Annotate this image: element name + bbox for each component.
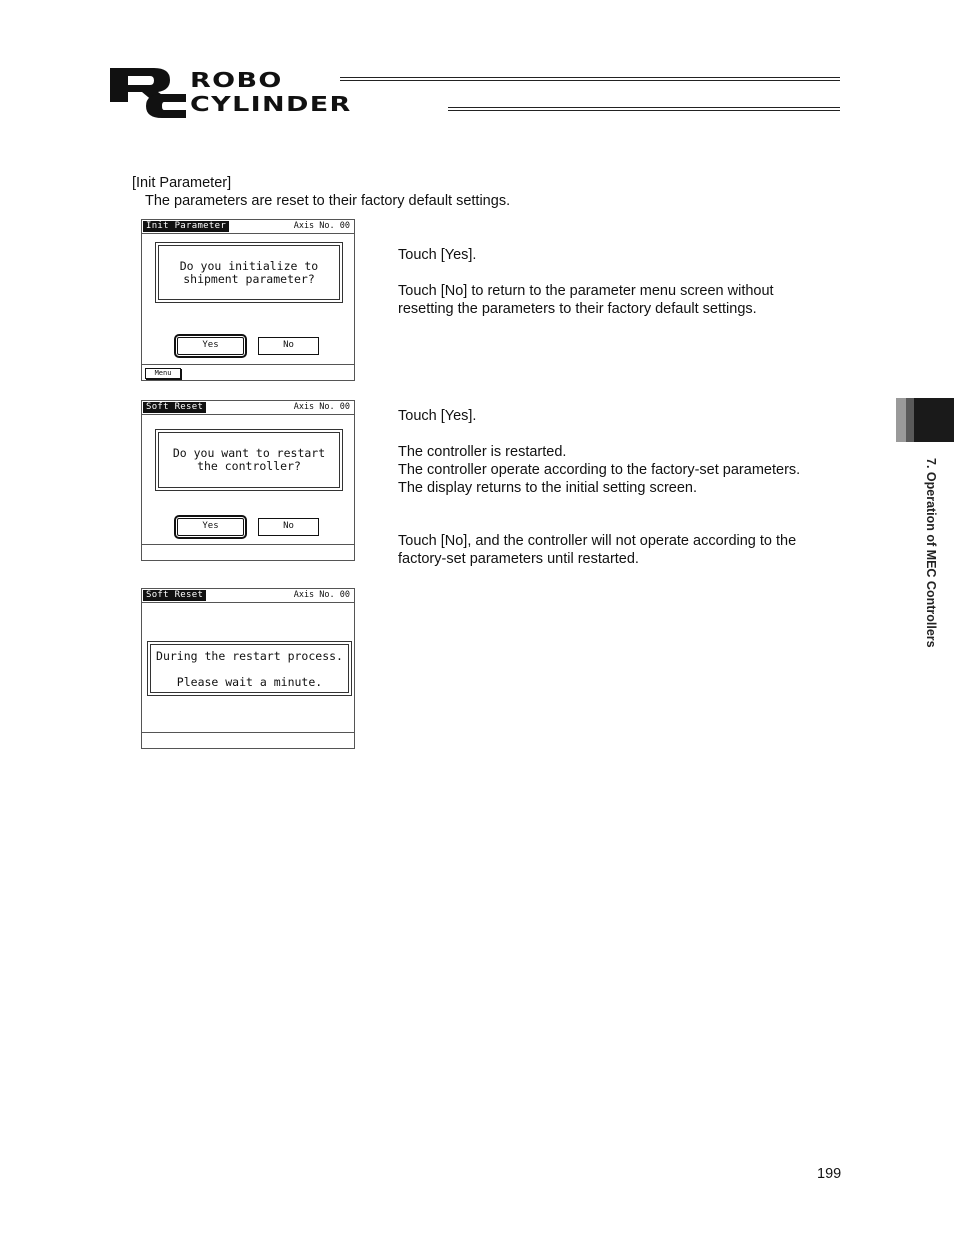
instruction-line: Touch [No], and the controller will not operate according to the bbox=[398, 533, 797, 549]
instruction-line: resetting the parameters to their factory default settings. bbox=[398, 301, 757, 317]
screen-header bbox=[142, 589, 354, 603]
soft-reset-confirm-screen bbox=[141, 400, 355, 561]
confirm-dialog bbox=[155, 429, 343, 491]
screen-footer bbox=[142, 364, 354, 380]
section-title: [Init Parameter] bbox=[132, 175, 232, 191]
header-rule bbox=[340, 77, 840, 78]
rc-logo-mark-icon bbox=[110, 68, 186, 118]
screen-header bbox=[142, 220, 354, 234]
logo-robo-text: ROBO bbox=[190, 68, 283, 92]
dialog-message-line: During the restart process. bbox=[156, 649, 343, 663]
axis-number: Axis No. 00 bbox=[293, 590, 350, 600]
section-intro: The parameters are reset to their factory default settings. bbox=[145, 193, 511, 209]
dialog-message-line: Do you initialize to bbox=[179, 259, 319, 273]
dialog-message-line: shipment parameter? bbox=[183, 272, 315, 286]
chapter-tab bbox=[896, 398, 954, 442]
screen-header bbox=[142, 401, 354, 415]
instruction-line: The controller is restarted. bbox=[398, 444, 567, 460]
no-button[interactable]: No bbox=[258, 337, 319, 355]
screen-title: Soft Reset bbox=[143, 590, 206, 601]
no-button[interactable]: No bbox=[258, 518, 319, 536]
header-rule bbox=[340, 80, 840, 81]
header-rule bbox=[448, 107, 840, 108]
axis-number: Axis No. 00 bbox=[293, 221, 350, 231]
instruction-line: Touch [Yes]. bbox=[398, 247, 477, 263]
instruction-line: The controller operate according to the factory-set parameters. bbox=[398, 462, 801, 478]
dialog-message-line: Please wait a minute. bbox=[176, 675, 323, 689]
screen-footer bbox=[142, 732, 354, 748]
instruction-line: factory-set parameters until restarted. bbox=[398, 551, 639, 567]
screen-title: Soft Reset bbox=[143, 402, 206, 413]
confirm-dialog bbox=[155, 242, 343, 303]
dialog-message-line: Do you want to restart bbox=[172, 446, 326, 460]
logo-cylinder-text: CYLINDER bbox=[190, 92, 352, 116]
instruction-line: Touch [Yes]. bbox=[398, 408, 477, 424]
axis-number: Axis No. 00 bbox=[293, 402, 350, 412]
soft-reset-progress-screen bbox=[141, 588, 355, 749]
chapter-label: 7. Operation of MEC Controllers bbox=[924, 458, 938, 648]
screen-title: Init Parameter bbox=[143, 221, 229, 232]
yes-button[interactable]: Yes bbox=[177, 518, 244, 536]
instruction-line: The display returns to the initial setting screen. bbox=[398, 480, 698, 496]
page-number: 199 bbox=[817, 1166, 842, 1182]
header-rule bbox=[448, 110, 840, 111]
yes-button[interactable]: Yes bbox=[177, 337, 244, 355]
progress-dialog bbox=[147, 641, 352, 696]
dialog-message-line: the controller? bbox=[197, 459, 301, 473]
menu-button[interactable]: Menu bbox=[145, 368, 181, 379]
screen-footer bbox=[142, 544, 354, 560]
init-parameter-screen bbox=[141, 219, 355, 381]
instruction-line: Touch [No] to return to the parameter menu screen without bbox=[398, 283, 774, 299]
